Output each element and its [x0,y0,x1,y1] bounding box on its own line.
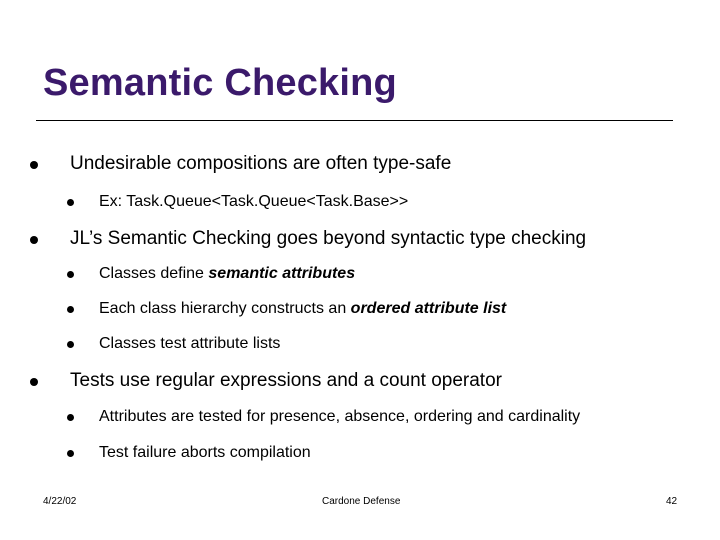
emphasized-term: semantic attributes [208,265,356,282]
sub-bullet-icon [67,414,74,421]
sub-bullet-text: Attributes are tested for presence, absence, ordering and cardinality [99,408,581,425]
sub-bullet-icon [67,341,74,348]
bullet-text: Tests use regular expressions and a count operator [70,370,502,391]
sub-bullet-icon [67,199,74,206]
bullet-icon [30,161,38,169]
sub-bullet-text [99,300,506,318]
sub-bullet-text: Ex: Task.Queue<Task.Queue<Task.Base>> [99,193,409,210]
sub-bullet-icon [67,271,74,278]
slide-title: Semantic Checking [43,62,397,104]
sub-bullet-text [99,265,355,283]
footer-date: 4/22/02 [43,496,77,507]
title-divider [36,120,673,121]
sub-bullet-text: Classes test attribute lists [99,335,281,352]
bullet-icon [30,378,38,386]
sub-bullet-prefix: Each class hierarchy constructs an [99,300,351,317]
emphasized-term: ordered attribute list [350,300,507,317]
sub-bullet-icon [67,306,74,313]
sub-bullet-icon [67,450,74,457]
page-number: 42 [666,496,678,507]
bullet-icon [30,236,38,244]
sub-bullet-prefix: Classes define [99,265,209,282]
sub-bullet-text: Test failure aborts compilation [99,444,311,461]
footer-organization: Cardone Defense [322,496,401,507]
bullet-text: JL’s Semantic Checking goes beyond syntactic type checking [70,228,587,249]
bullet-text: Undesirable compositions are often type-safe [70,153,452,174]
